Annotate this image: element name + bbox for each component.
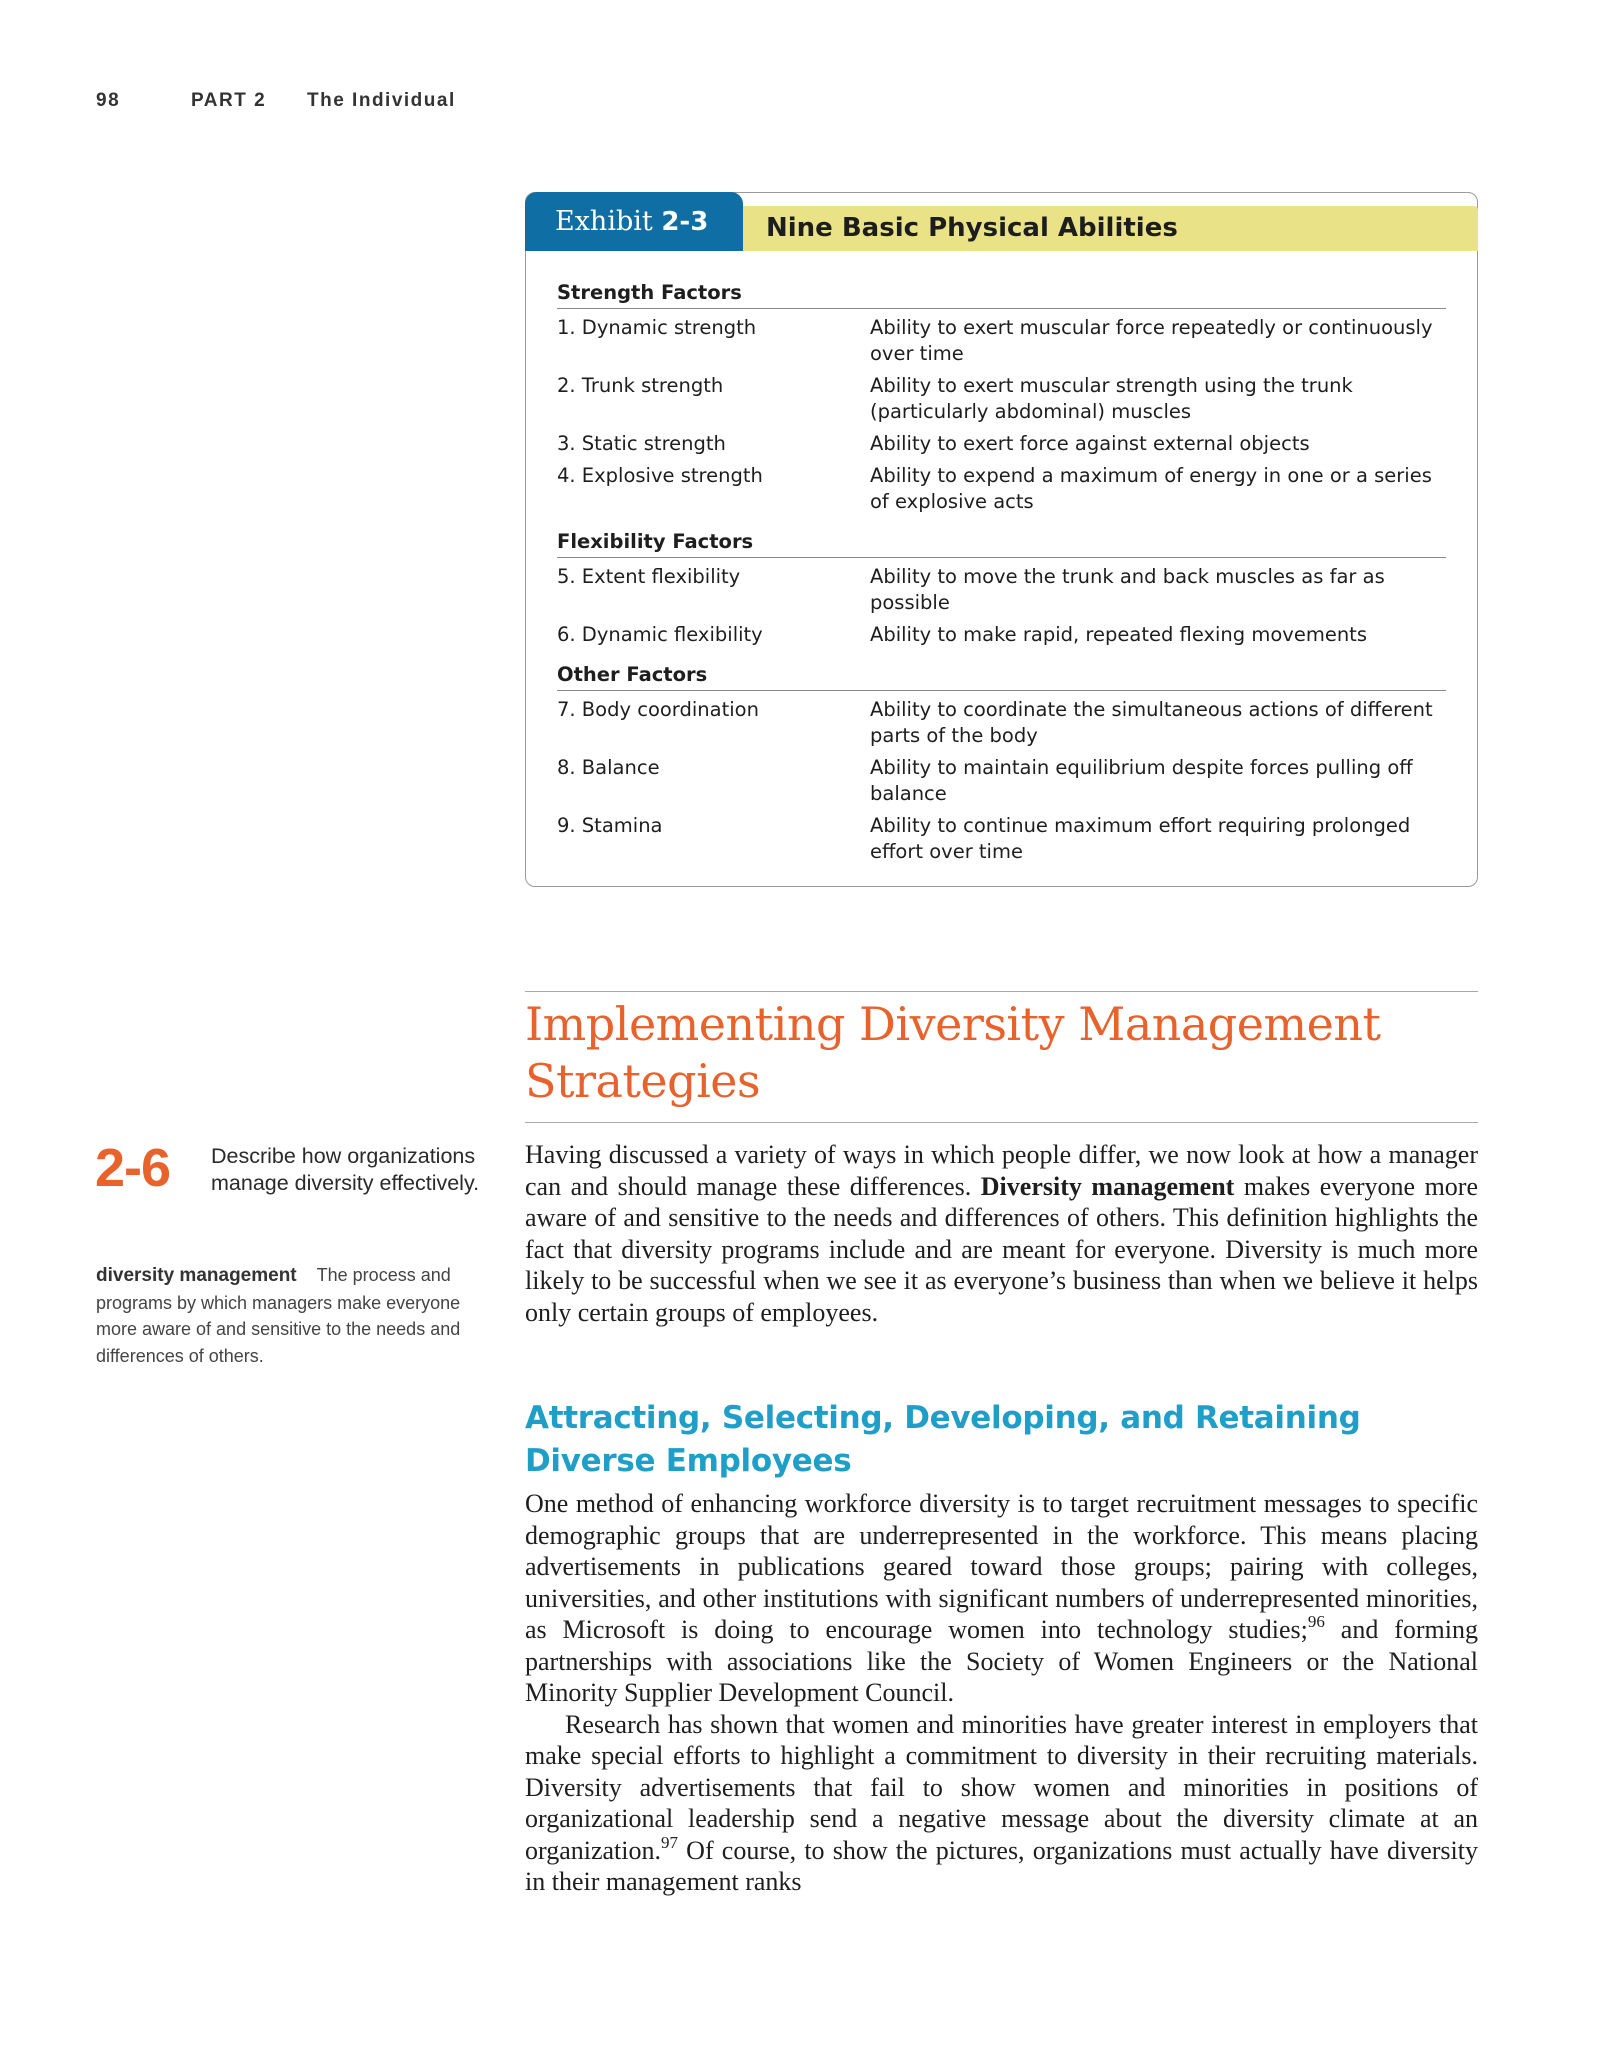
ability-name: 3. Static strength xyxy=(557,432,726,455)
part-title: The Individual xyxy=(307,90,456,111)
ability-name: 6. Dynamic flexibility xyxy=(557,623,763,646)
ability-description: Ability to move the trunk and back muscles as far as possible xyxy=(870,565,1385,614)
ability-description: Ability to exert force against external objects xyxy=(870,432,1310,455)
exhibit-number: 2-3 xyxy=(661,207,709,237)
ability-name: 5. Extent flexibility xyxy=(557,565,741,588)
ability-row xyxy=(557,622,1446,648)
body-paragraph-1 xyxy=(525,1139,1478,1328)
ability-name: 2. Trunk strength xyxy=(557,374,724,397)
ability-description: Ability to exert muscular force repeatedly or continuously over time xyxy=(870,316,1433,365)
endnote-ref: 97 xyxy=(660,1832,678,1852)
learning-objective-text: Describe how organizations manage diversity effectively. xyxy=(211,1144,480,1195)
section-rule-bottom xyxy=(525,1122,1478,1123)
ability-description: Ability to make rapid, repeated flexing movements xyxy=(870,623,1367,646)
ability-name: 7. Body coordination xyxy=(557,698,759,721)
ability-name: 9. Stamina xyxy=(557,814,663,837)
ability-row xyxy=(557,373,1446,425)
abilities-table xyxy=(557,280,1446,871)
ability-description: Ability to coordinate the simultaneous actions of different parts of the body xyxy=(870,698,1433,747)
ability-description: Ability to expend a maximum of energy in one or a series of explosive acts xyxy=(870,464,1432,513)
part-label: PART 2 xyxy=(191,90,267,111)
glossary-definition: The process and programs by which managers make everyone more aware of and sensitive to the needs and differences of others. xyxy=(96,1265,461,1366)
endnote-ref: 96 xyxy=(1307,1612,1325,1631)
paragraph-text: Having discussed a variety of ways in which people differ, we now look at how a manager can and should manage these differences. xyxy=(525,1140,1478,1201)
ability-name: 1. Dynamic strength xyxy=(557,316,757,339)
ability-name: 4. Explosive strength xyxy=(557,464,763,487)
ability-description: Ability to maintain equilibrium despite forces pulling off balance xyxy=(870,756,1413,805)
section-header: Other Factors xyxy=(557,662,1446,691)
ability-row xyxy=(557,431,1446,457)
exhibit-box xyxy=(525,192,1478,887)
ability-row xyxy=(557,564,1446,616)
exhibit-label: Exhibit xyxy=(555,206,653,237)
page-number: 98 xyxy=(96,90,121,111)
paragraph-text: Of course, to show the pictures, organizations must actually have diversity in their management ranks xyxy=(525,1835,1478,1896)
ability-row xyxy=(557,463,1446,515)
ability-row xyxy=(557,315,1446,367)
glossary-term: diversity management xyxy=(96,1265,297,1286)
ability-row xyxy=(557,813,1446,865)
paragraph-text: One method of enhancing workforce diversity is to target recruitment messages to specific demographic groups that are underrepresented in the workforce. This means placing advertisements in publications geared toward those groups; pairing with colleges, universities, and other institutions with significant numbers of underrepresented minorities, as Microsoft is doing to encourage women into technology studies; xyxy=(525,1489,1478,1644)
body-paragraph-2 xyxy=(525,1488,1478,1709)
body-paragraph-3 xyxy=(525,1709,1478,1898)
glossary-entry xyxy=(96,1262,482,1369)
ability-description: Ability to continue maximum effort requiring prolonged effort over time xyxy=(870,814,1411,863)
exhibit-tab xyxy=(525,192,743,251)
section-rule-top xyxy=(525,991,1478,992)
exhibit-title: Nine Basic Physical Abilities xyxy=(766,213,1178,243)
ability-description: Ability to exert muscular strength using the trunk (particularly abdominal) muscles xyxy=(870,374,1353,423)
paragraph-text: and forming partnerships with associations like the Society of Women Engineers or the National Minority Supplier Development Council. xyxy=(525,1615,1478,1707)
learning-objective-number: 2-6 xyxy=(95,1138,171,1198)
paragraph-text: makes everyone more aware of and sensitive to the needs and differences of others. This definition highlights the fact that diversity programs include and are meant for everyone. Diversity is much more likely to be successful when we see it as everyone’s business than when we believe it helps only certain groups of employees. xyxy=(525,1171,1478,1327)
subheading: Attracting, Selecting, Developing, and Retaining Diverse Employees xyxy=(525,1400,1361,1479)
body-column xyxy=(525,1488,1478,1898)
key-term: Diversity management xyxy=(980,1171,1235,1201)
ability-name: 8. Balance xyxy=(557,756,660,779)
section-heading: Implementing Diversity Management Strategies xyxy=(525,997,1381,1108)
paragraph-text: Research has shown that women and minorities have greater interest in employers that make special efforts to highlight a commitment to diversity in their recruiting materials. Diversity advertisements that fail to show women and minorities in positions of organizational leadership send a negative message about the diversity climate at an organization. xyxy=(525,1709,1478,1865)
section-header: Flexibility Factors xyxy=(557,529,1446,558)
ability-row xyxy=(557,697,1446,749)
section-header: Strength Factors xyxy=(557,280,1446,309)
ability-row xyxy=(557,755,1446,807)
